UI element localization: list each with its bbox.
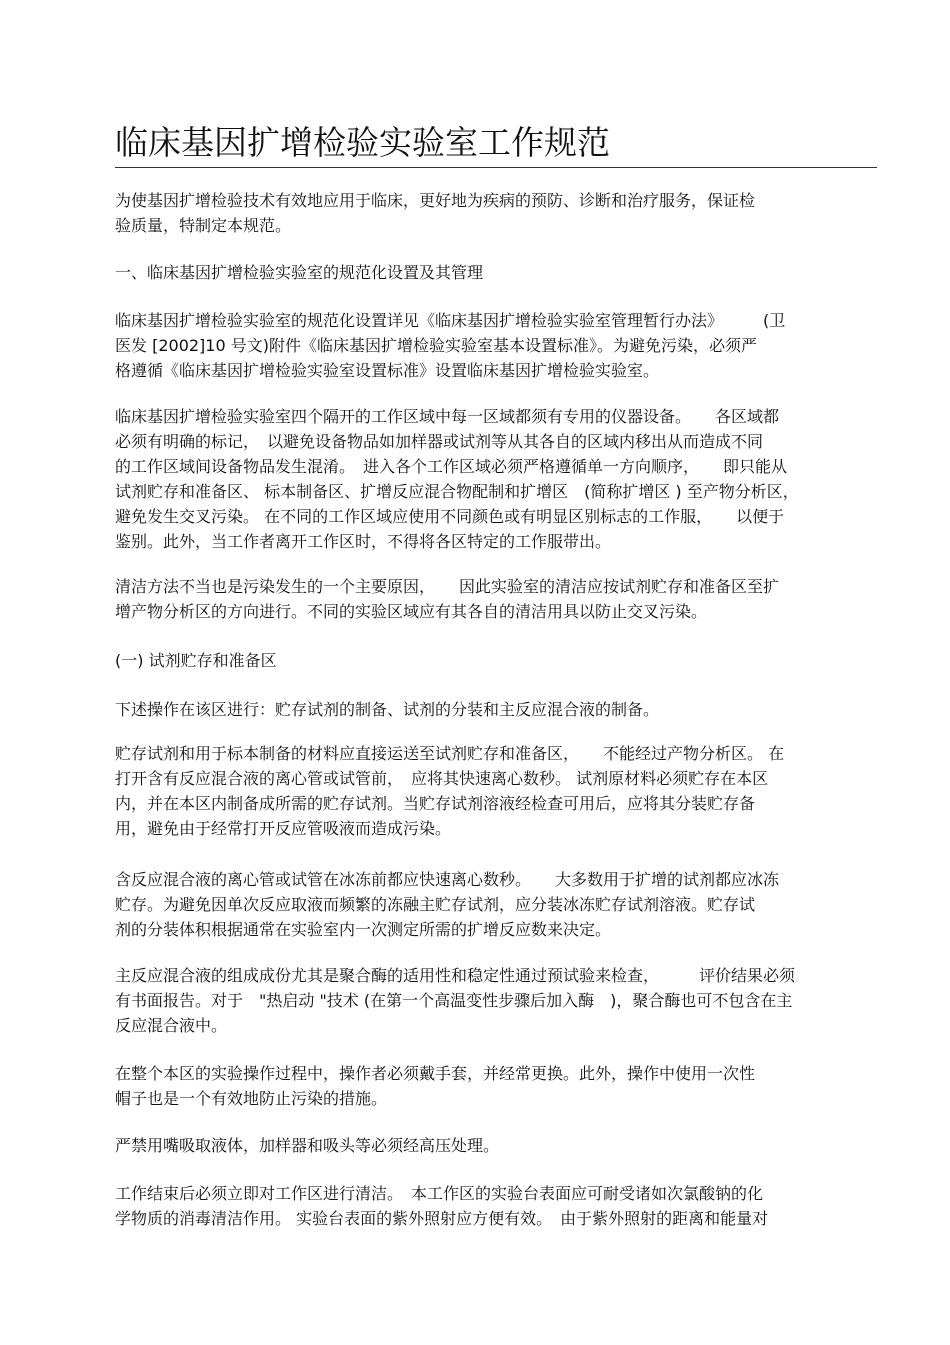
paragraph-line: 贮存试剂和用于标本制备的材料应直接运送至试剂贮存和准备区， 不能经过产物分析区。 在: [115, 744, 785, 763]
paragraph-line: 临床基因扩增检验实验室的规范化设置详见《临床基因扩增检验实验室管理暂行办法》 (卫: [115, 311, 786, 330]
paragraph-line: 有书面报告。对于 "热启动 "技术 (在第一个高温变性步骤后加入酶 )，聚合酶也可不包含在主: [115, 991, 793, 1010]
document-title: 临床基因扩增检验实验室工作规范: [115, 123, 610, 162]
paragraph-line: 在整个本区的实验操作过程中，操作者必须戴手套，并经常更换。此外，操作中使用一次性: [115, 1064, 756, 1083]
paragraph: [115, 963, 877, 1038]
paragraph: [115, 308, 877, 383]
paragraph: [115, 1133, 877, 1158]
paragraph-line: 帽子也是一个有效地防止污染的措施。: [115, 1089, 388, 1108]
paragraph-line: 剂的分装体积根据通常在实验室内一次测定所需的扩增反应数来决定。: [115, 920, 612, 939]
paragraph-line: 工作结束后必须立即对工作区进行清洁。 本工作区的实验台表面应可耐受诸如次氯酸钠的化: [115, 1184, 764, 1203]
paragraph-line: 反应混合液中。: [115, 1016, 228, 1035]
paragraph-line: 格遵循《临床基因扩增检验实验室设置标准》设置临床基因扩增检验实验室。: [115, 361, 660, 380]
paragraph-line: 避免发生交叉污染。 在不同的工作区域应使用不同颜色或有明显区别标志的工作服， 以便于: [115, 507, 785, 526]
paragraph-line: 清洁方法不当也是污染发生的一个主要原因， 因此实验室的清洁应按试剂贮存和准备区至扩: [115, 577, 780, 596]
paragraph: [115, 867, 877, 942]
paragraph-line: 一、临床基因扩增检验实验室的规范化设置及其管理: [115, 263, 484, 282]
paragraph: [115, 188, 877, 238]
paragraph-line: 内，并在本区内制备成所需的贮存试剂。当贮存试剂溶液经检查可用后，应将其分装贮存备: [115, 794, 756, 813]
paragraph: [115, 404, 877, 554]
paragraph: [115, 1061, 877, 1111]
paragraph-line: 验质量，特制定本规范。: [115, 216, 292, 235]
paragraph-line: 学物质的消毒清洁作用。 实验台表面的紫外照射应方便有效。 由于紫外照射的距离和能量对: [115, 1209, 769, 1228]
paragraph-line: 试剂贮存和准备区、 标本制备区、扩增反应混合物配制和扩增区 (简称扩增区 ) 至产物分析区，: [115, 482, 799, 501]
paragraph-line: (一) 试剂贮存和准备区: [115, 651, 277, 670]
paragraph-line: 必须有明确的标记， 以避免设备物品如加样器或试剂等从其各自的区域内移出从而造成不同: [115, 432, 764, 451]
paragraph-line: 增产物分析区的方向进行。不同的实验区域应有其各自的清洁用具以防止交叉污染。: [115, 602, 708, 621]
paragraph: [115, 260, 877, 285]
paragraph-line: 鉴别。此外，当工作者离开工作区时，不得将各区特定的工作服带出。: [115, 532, 612, 551]
paragraph: [115, 697, 877, 722]
paragraph-line: 含反应混合液的离心管或试管在冰冻前都应快速离心数秒。 大多数用于扩增的试剂都应冰冻: [115, 870, 780, 889]
paragraph: [115, 574, 877, 624]
paragraph: [115, 1181, 877, 1231]
paragraph-line: 用，避免由于经常打开反应管吸液而造成污染。: [115, 819, 452, 838]
paragraph-line: 贮存。为避免因单次反应取液而频繁的冻融主贮存试剂，应分装冰冻贮存试剂溶液。贮存试: [115, 895, 756, 914]
paragraph-line: 主反应混合液的组成成份尤其是聚合酶的适用性和稳定性通过预试验来检查， 评价结果必须: [115, 966, 796, 985]
paragraph-line: 为使基因扩增检验技术有效地应用于临床，更好地为疾病的预防、诊断和治疗服务，保证检: [115, 191, 756, 210]
paragraph-line: 临床基因扩增检验实验室四个隔开的工作区域中每一区域都须有专用的仪器设备。 各区域都: [115, 407, 780, 426]
paragraph-line: 医发 [2002]10 号文)附件《临床基因扩增检验实验室基本设置标准》。为避免污染，必须严: [115, 336, 757, 355]
paragraph: [115, 648, 877, 673]
paragraph-line: 的工作区域间设备物品发生混淆。 进入各个工作区域必须严格遵循单一方向顺序， 即只能从: [115, 457, 788, 476]
paragraph-line: 下述操作在该区进行：贮存试剂的制备、试剂的分装和主反应混合液的制备。: [115, 700, 660, 719]
paragraph: [115, 741, 877, 841]
paragraph-line: 打开含有反应混合液的离心管或试管前， 应将其快速离心数秒。 试剂原材料必须贮存在本区: [115, 769, 769, 788]
paragraph-line: 严禁用嘴吸取液体，加样器和吸头等必须经高压处理。: [115, 1136, 500, 1155]
title-underline: [115, 167, 877, 168]
